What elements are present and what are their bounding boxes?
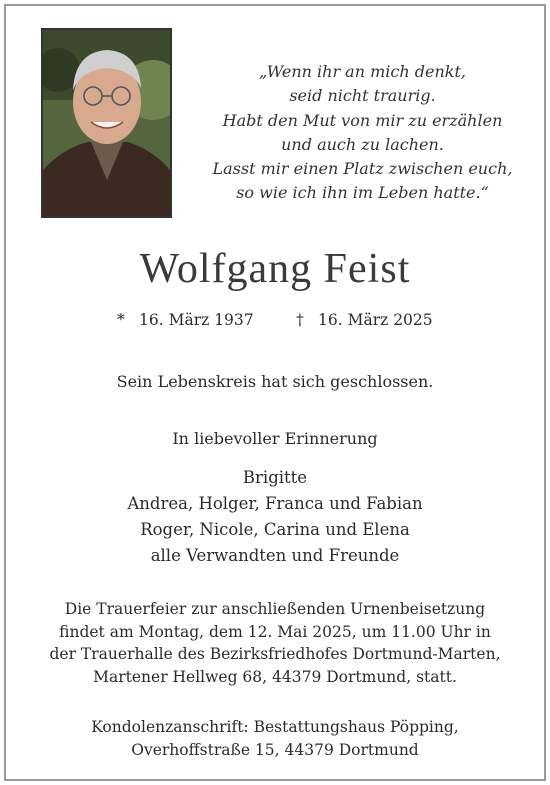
closing-line: Sein Lebenskreis hat sich geschlossen. — [116, 372, 434, 391]
family-line: Andrea, Holger, Franca und Fabian — [127, 494, 423, 513]
family-line: alle Verwandten und Freunde — [150, 546, 400, 565]
cross-icon: † — [296, 311, 304, 329]
ceremony-line: findet am Montag, dem 12. Mai 2025, um 11.00 Uhr in — [59, 622, 491, 641]
portrait-photo — [41, 28, 172, 218]
ceremony-line: Martener Hellweg 68, 44379 Dortmund, statt. — [93, 667, 457, 686]
birth-date-line — [117, 311, 254, 329]
memorial-quote — [195, 60, 530, 206]
death-date-line — [296, 311, 433, 329]
family-list — [0, 465, 550, 569]
birth-date: 16. März 1937 — [139, 311, 254, 329]
memory-line: In liebevoller Erinnerung — [172, 429, 378, 448]
quote-line: und auch zu lachen. — [281, 134, 444, 154]
condolence-address — [0, 716, 550, 761]
quote-line: Habt den Mut von mir zu erzählen — [222, 110, 503, 130]
ceremony-info — [0, 598, 550, 688]
condolence-line: Kondolenzanschrift: Bestattungshaus Pöpping, — [91, 718, 459, 736]
quote-line: „Wenn ihr an mich denkt, — [259, 62, 466, 81]
quote-line: so wie ich ihn im Leben hatte.“ — [236, 183, 489, 203]
ceremony-line: der Trauerhalle des Bezirksfriedhofes Dortmund-Marten, — [49, 645, 501, 663]
birth-symbol: * — [117, 311, 125, 329]
family-line: Brigitte — [242, 468, 308, 487]
condolence-line: Overhoffstraße 15, 44379 Dortmund — [131, 740, 419, 759]
death-date: 16. März 2025 — [318, 311, 433, 329]
quote-line: Lasst mir einen Platz zwischen euch, — [212, 159, 513, 179]
quote-line: seid nicht traurig. — [289, 86, 436, 106]
family-line: Roger, Nicole, Carina und Elena — [140, 520, 410, 539]
deceased-name: Wolfgang Feist — [139, 246, 411, 292]
ceremony-line: Die Trauerfeier zur anschließenden Urnenbeisetzung — [64, 600, 486, 618]
